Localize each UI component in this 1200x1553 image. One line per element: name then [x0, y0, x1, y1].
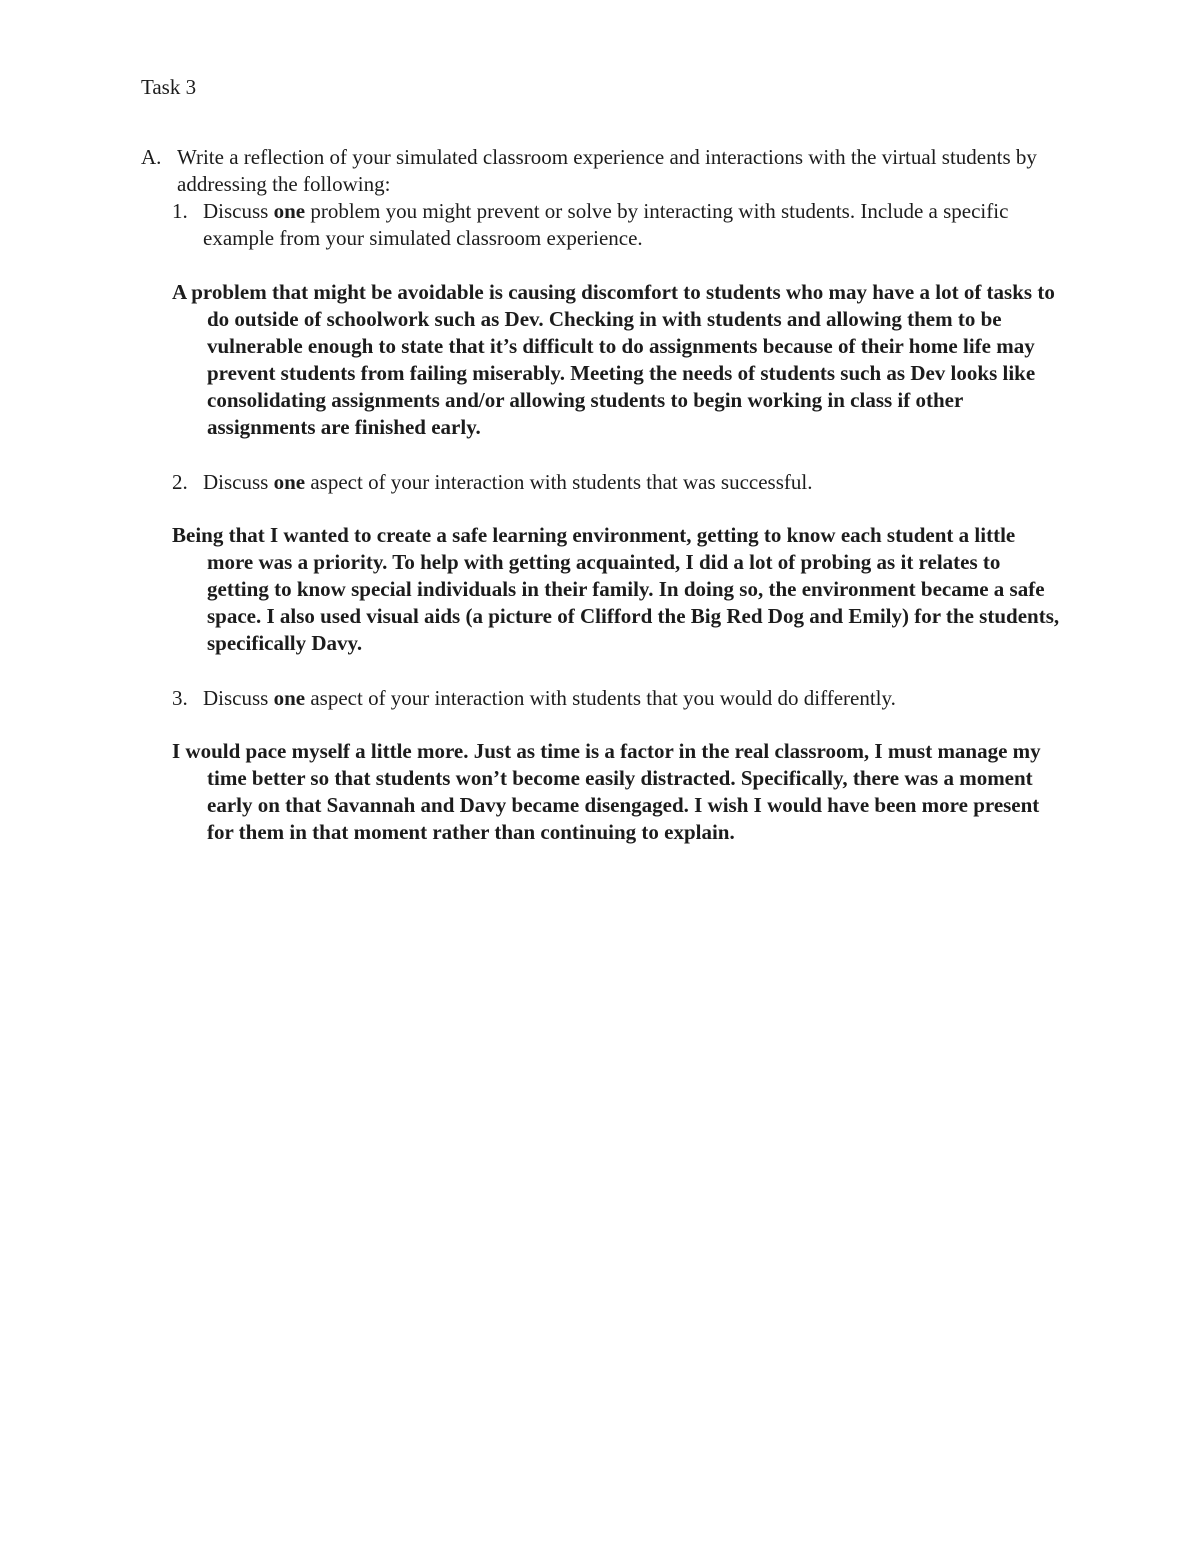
question-2-text — [203, 469, 1032, 496]
question-1-prefix: Discuss — [203, 199, 274, 223]
document-title: Task 3 — [141, 75, 197, 99]
answer-2: Being that I wanted to create a safe learning environment, getting to know each student a little more was a priority. To help with getting acquainted, I did a lot of probing as it relates to getting to know special individuals in their family. In doing so, the environment became a safe space. I also used visual aids (a picture of Clifford the Big Red Dog and Emily) for the students, specifically Davy. — [172, 523, 1060, 655]
question-1-emphasis: one — [273, 199, 306, 223]
question-3-prefix: Discuss — [203, 686, 274, 710]
question-3-suffix: aspect of your interaction with students that you would do differently. — [305, 686, 896, 710]
question-2-prefix: Discuss — [203, 470, 274, 494]
question-1-number: 1. — [172, 199, 188, 223]
section-a-label: A. — [141, 145, 162, 169]
question-3-number: 3. — [172, 686, 188, 710]
question-3-emphasis: one — [273, 686, 306, 710]
question-1-text — [203, 198, 1042, 252]
question-2 — [172, 469, 1032, 496]
question-2-number: 2. — [172, 470, 188, 494]
section-a-instruction — [141, 144, 1061, 198]
question-1-suffix: problem you might prevent or solve by interacting with students. Include a specific example from your simulated classroom experience. — [203, 199, 1009, 250]
question-3 — [172, 685, 1032, 712]
question-3-text — [203, 685, 1032, 712]
section-a — [141, 144, 1061, 198]
question-2-emphasis: one — [273, 470, 306, 494]
answer-3: I would pace myself a little more. Just as time is a factor in the real classroom, I must manage my time better so that students won’t become easily distracted. Specifically, there was a moment early on that Savannah and Davy became disengaged. I wish I would have been more present for them in that moment rather than continuing to explain. — [172, 739, 1041, 844]
question-2-suffix: aspect of your interaction with students that was successful. — [305, 470, 813, 494]
question-1 — [172, 198, 1042, 252]
answer-1: A problem that might be avoidable is causing discomfort to students who may have a lot of tasks to do outside of schoolwork such as Dev. Checking in with students and allowing them to be vulnerable enough to state that it’s difficult to do assignments because of their home life may prevent students from failing miserably. Meeting the needs of students such as Dev looks like consolidating assignments and/or allowing students to begin working in class if other assignments are finished early. — [172, 280, 1055, 439]
section-a-text: Write a reflection of your simulated classroom experience and interactions with the virtual students by addressing the following: — [177, 145, 1037, 196]
